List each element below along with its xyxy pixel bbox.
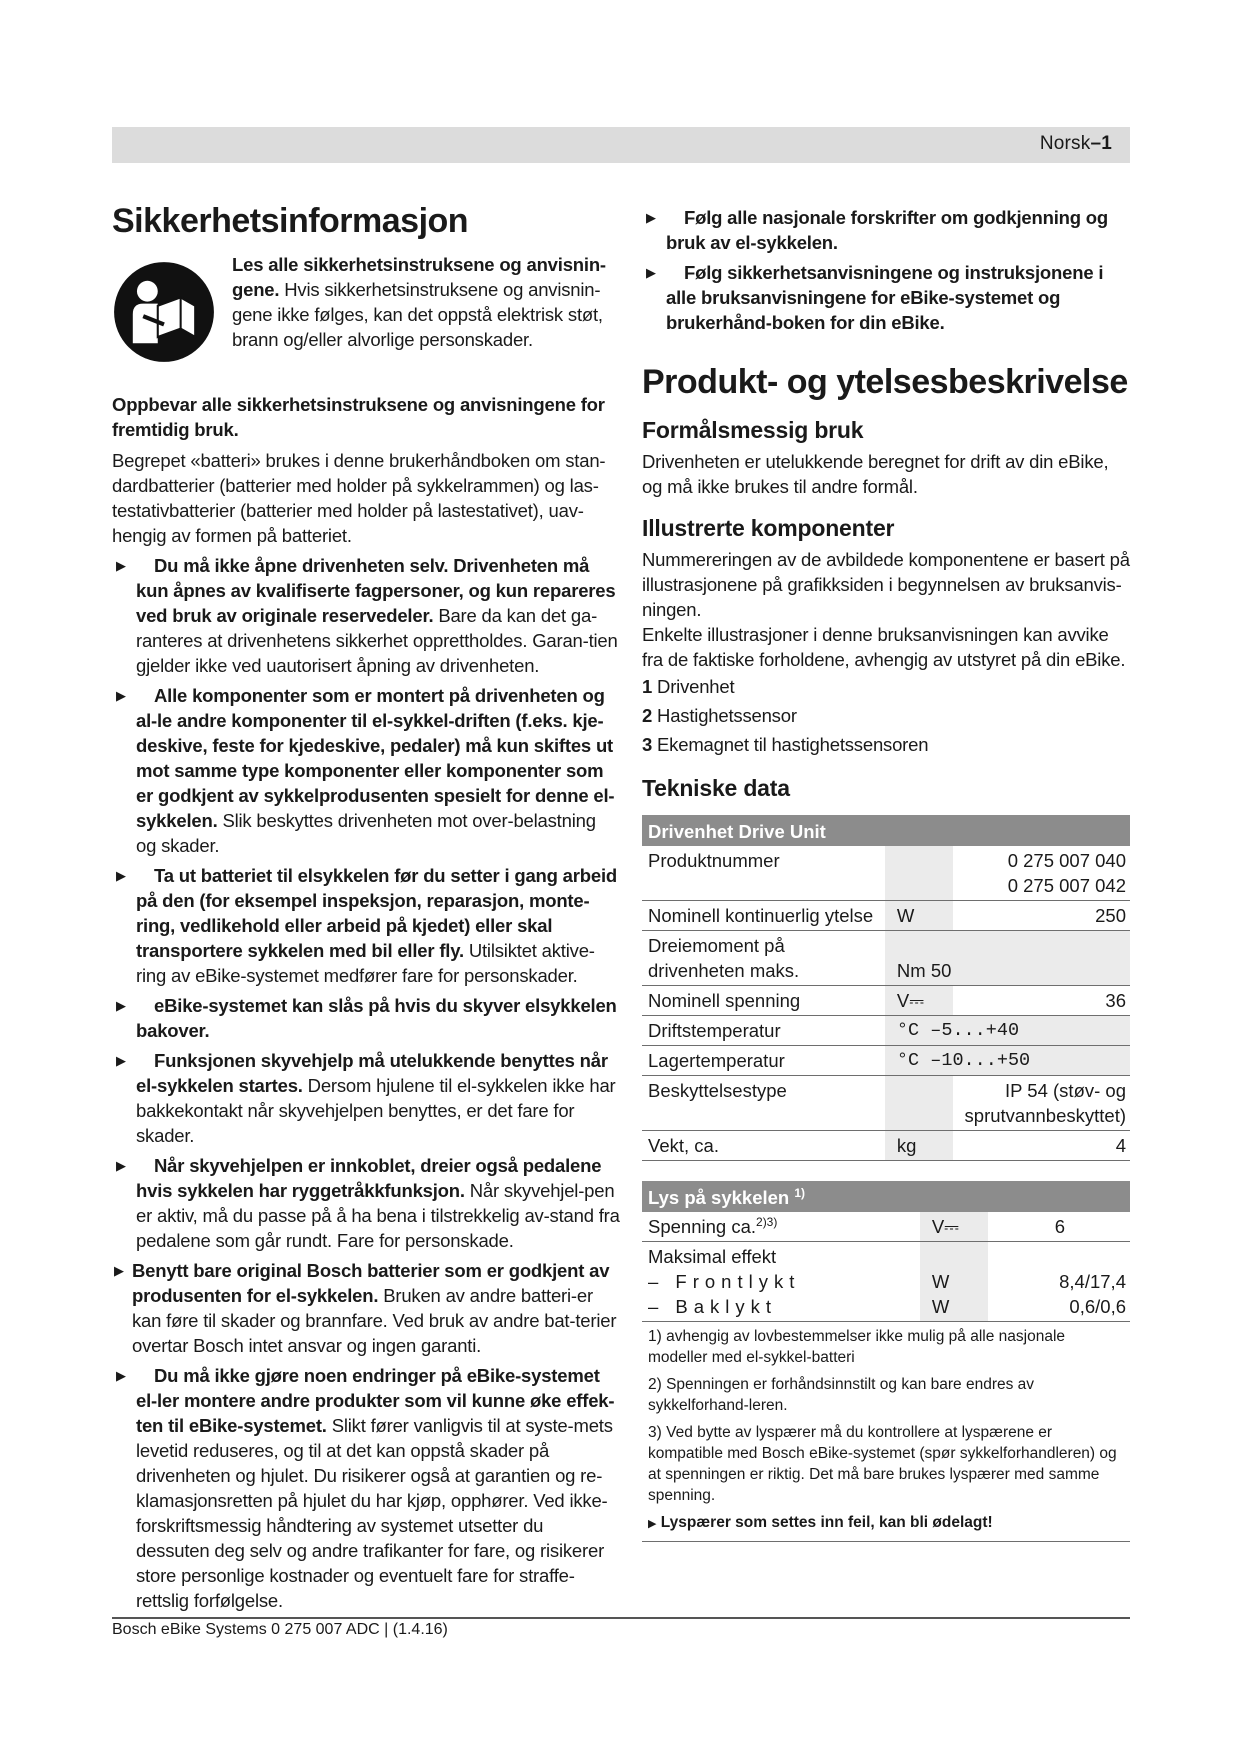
arrow-icon: ▶ <box>116 558 126 573</box>
arrow-icon: ▶ <box>116 1368 126 1383</box>
intro-block <box>112 252 620 392</box>
page-header <box>112 127 1130 163</box>
bullet-item: ▶ Funksjonen skyvehjelp må utelukkende benyttes når el-sykkelen startes. Dersom hjulene til el-sykkelen ikke har bakkekontakt når skyvehjelpen benyttes, er det fare for skader. <box>116 1050 616 1146</box>
component-item: 1 Drivenhet <box>642 676 735 697</box>
table-row: Nominell kontinuerlig ytelse W 250 <box>642 901 1130 931</box>
bullet-item: ▶ Alle komponenter som er montert på drivenheten og al-le andre komponenter til el-sykkel-driften (f.eks. kje-deskive, feste for kjedeskive, pedaler) må kun skiftes ut mot samme type komponenter eller komponenter som er godkjent av sykkelprodusenten spesielt for denne el-sykkelen. Slik beskyttes drivenheten mot over-belastning og skader. <box>116 685 615 856</box>
arrow-icon: ▶ <box>116 1053 126 1068</box>
table-note-row: 3) Ved bytte av lyspærer må du kontrollere at lyspærene er kompatible med Bosch eBike-systemet (spør sykkelforhandleren) og at spenningen er riktig. Det må bare brukes lyspærer med samme spenning. <box>648 1424 1117 1504</box>
bullet-item: ▶ Du må ikke gjøre noen endringer på eBike-systemet el-ler montere andre produkter som vil kunne øke effek-ten til eBike-systemet. Slikt fører vanligvis til at syste-mets levetid reduseres, og til at det kan oppstå skader på drivenheten og hjulet. Du risikerer også at garantien og re-klamasjonsretten på hjulet du har kjøp, opphører. Ved ikke-forskriftsmessig håndtering av systemet utsetter du dessuten deg selv og andre trafikanter for fare, og risikerer store personlige kostnader og eventuelt fare for straffe-rettslig forfølgelse. <box>116 1365 615 1611</box>
read-manual-icon <box>112 260 216 364</box>
arrow-icon: ▶ <box>114 1263 124 1278</box>
component-item: 3 Ekemagnet til hastighetssensoren <box>642 734 929 755</box>
arrow-icon: ▶ <box>116 998 126 1013</box>
table-header-row: Lys på sykkelen $^{1)}$ <box>642 1181 1130 1212</box>
components-text: Nummereringen av de avbildede komponentene er basert på illustrasjonene på grafikksiden i begynnelsen av bruksanvis-ningen. <box>642 549 1130 620</box>
bullet-item: ▶ Følg alle nasjonale forskrifter om godkjenning og bruk av el-sykkelen. <box>646 207 1108 253</box>
arrow-icon: ▶ <box>116 868 126 883</box>
arrow-icon: ▶ <box>648 1518 657 1530</box>
arrow-icon: ▶ <box>646 210 656 225</box>
table-row: Dreiemoment på drivenheten maks. Nm 50 <box>642 931 1130 986</box>
bullet-item: ▶ Følg sikkerhetsanvisningene og instruksjonene i alle bruksanvisningene for eBike-systemet og brukerhånd-boken for din eBike. <box>646 262 1104 333</box>
page-footer: Bosch eBike Systems 0 275 007 ADC | (1.4.16) <box>112 1621 448 1638</box>
left-column <box>112 200 620 1613</box>
purpose-heading: Formålsmessig bruk <box>642 417 864 443</box>
page-title: Sikkerhetsinformasjon <box>112 202 469 240</box>
section-title: Produkt- og ytelsesbeskrivelse <box>642 363 1128 401</box>
header-page-label: Norsk–1 <box>1039 133 1112 154</box>
table-row: Nominell spenning V⎓ 36 <box>642 986 1130 1016</box>
table-note-row: ▶ Lyspærer som settes inn feil, kan bli ødelagt! <box>642 1508 1130 1542</box>
table-row: Spenning ca.$^{2)3)}$ V⎓ 6 <box>642 1212 1130 1242</box>
bullet-item: ▶ Du må ikke åpne drivenheten selv. Drivenheten må kun åpnes av kvalifiserte fagpersoner, og kun repareres ved bruk av originale reservedeler. Bare da kan det ga-ranteres at drivenhetens sikkerhet opprettholdes. Garan-tien gjelder ikke ved uautorisert åpning av drivenheten. <box>116 555 618 676</box>
intro-text: Les alle sikkerhetsinstruksene og anvisnin-gene. Hvis sikkerhetsinstruksene og anvisnin-gene ikke følges, kan det oppstå elektrisk støt, brann og/eller alvorlige personskader. <box>232 254 606 350</box>
table-row: Maksimal effekt – Frontlykt – Baklykt W W 8,4/17,4 0,6/0,6 <box>642 1242 1130 1322</box>
table-note-row: 1) avhengig av lovbestemmelser ikke mulig på alle nasjonale modeller med el-sykkel-batteri <box>648 1328 1066 1366</box>
bullet-item: ▶ Når skyvehjelpen er innkoblet, dreier også pedalene hvis sykkelen har ryggetråkkfunksjon. Når skyvehjel-pen er aktiv, må du passe på å ha bena i tilstrekkelig av-stand fra pedalene som går rundt. Fare for personskade. <box>116 1155 620 1251</box>
right-column <box>642 205 1130 1542</box>
table-row: Driftstemperatur °C –5...+40 <box>642 1016 1130 1046</box>
light-table <box>642 1181 1130 1542</box>
battery-term-paragraph: Begrepet «batteri» brukes i denne brukerhåndboken om stan-dardbatterier (batterier med holder på sykkelrammen) og las-testativbatterier (batterier med holder på lastestativet), uav-hengig av formen på batteriet. <box>112 450 606 546</box>
table-row: Lagertemperatur °C –10...+50 <box>642 1046 1130 1076</box>
components-heading: Illustrerte komponenter <box>642 515 895 541</box>
table-note-row: 2) Spenningen er forhåndsinnstilt og kan bare endres av sykkelforhand-leren. <box>648 1376 1035 1414</box>
bullet-item: ▶ Ta ut batteriet til elsykkelen før du setter i gang arbeid på den (for eksempel inspeksjon, reparasjon, monte-ring, vedlikehold eller arbeid på kjedet) eller skal transportere sykkelen med bil eller fly. Utilsiktet aktive-ring av eBike-systemet medfører fare for personskader. <box>116 865 618 986</box>
component-item: 2 Hastighetssensor <box>642 705 797 726</box>
purpose-text: Drivenheten er utelukkende beregnet for drift av din eBike, og må ikke brukes til andre formål. <box>642 451 1109 497</box>
table-header-row: Drivenhet Drive Unit <box>642 815 1130 846</box>
bullet-item: ▶ eBike-systemet kan slås på hvis du skyver elsykkelen bakover. <box>116 995 617 1041</box>
arrow-icon: ▶ <box>116 688 126 703</box>
table-row: Beskyttelsestype IP 54 (støv- og sprutvannbeskyttet) <box>642 1076 1130 1131</box>
table-row: Produktnummer 0 275 007 040 0 275 007 042 <box>642 846 1130 901</box>
footer-divider <box>112 1617 1130 1619</box>
tech-data-heading: Tekniske data <box>642 775 790 801</box>
drive-unit-table <box>642 815 1130 1161</box>
bullet-item: ▶ Benytt bare original Bosch batterier som er godkjent av produsenten for el-sykkelen. Bruken av andre batteri-er kan føre til skader og brannfare. Ved bruk av andre bat-terier overtar Bosch intet ansvar og ingen garanti. <box>114 1260 617 1356</box>
keep-instructions: Oppbevar alle sikkerhetsinstruksene og anvisningene for fremtidig bruk. <box>112 394 605 440</box>
arrow-icon: ▶ <box>646 265 656 280</box>
arrow-icon: ▶ <box>116 1158 126 1173</box>
table-row: Vekt, ca. kg 4 <box>642 1131 1130 1161</box>
components-text: Enkelte illustrasjoner i denne bruksanvisningen kan avvike fra de faktiske forholdene, avhengig av utstyret på din eBike. <box>642 624 1126 670</box>
